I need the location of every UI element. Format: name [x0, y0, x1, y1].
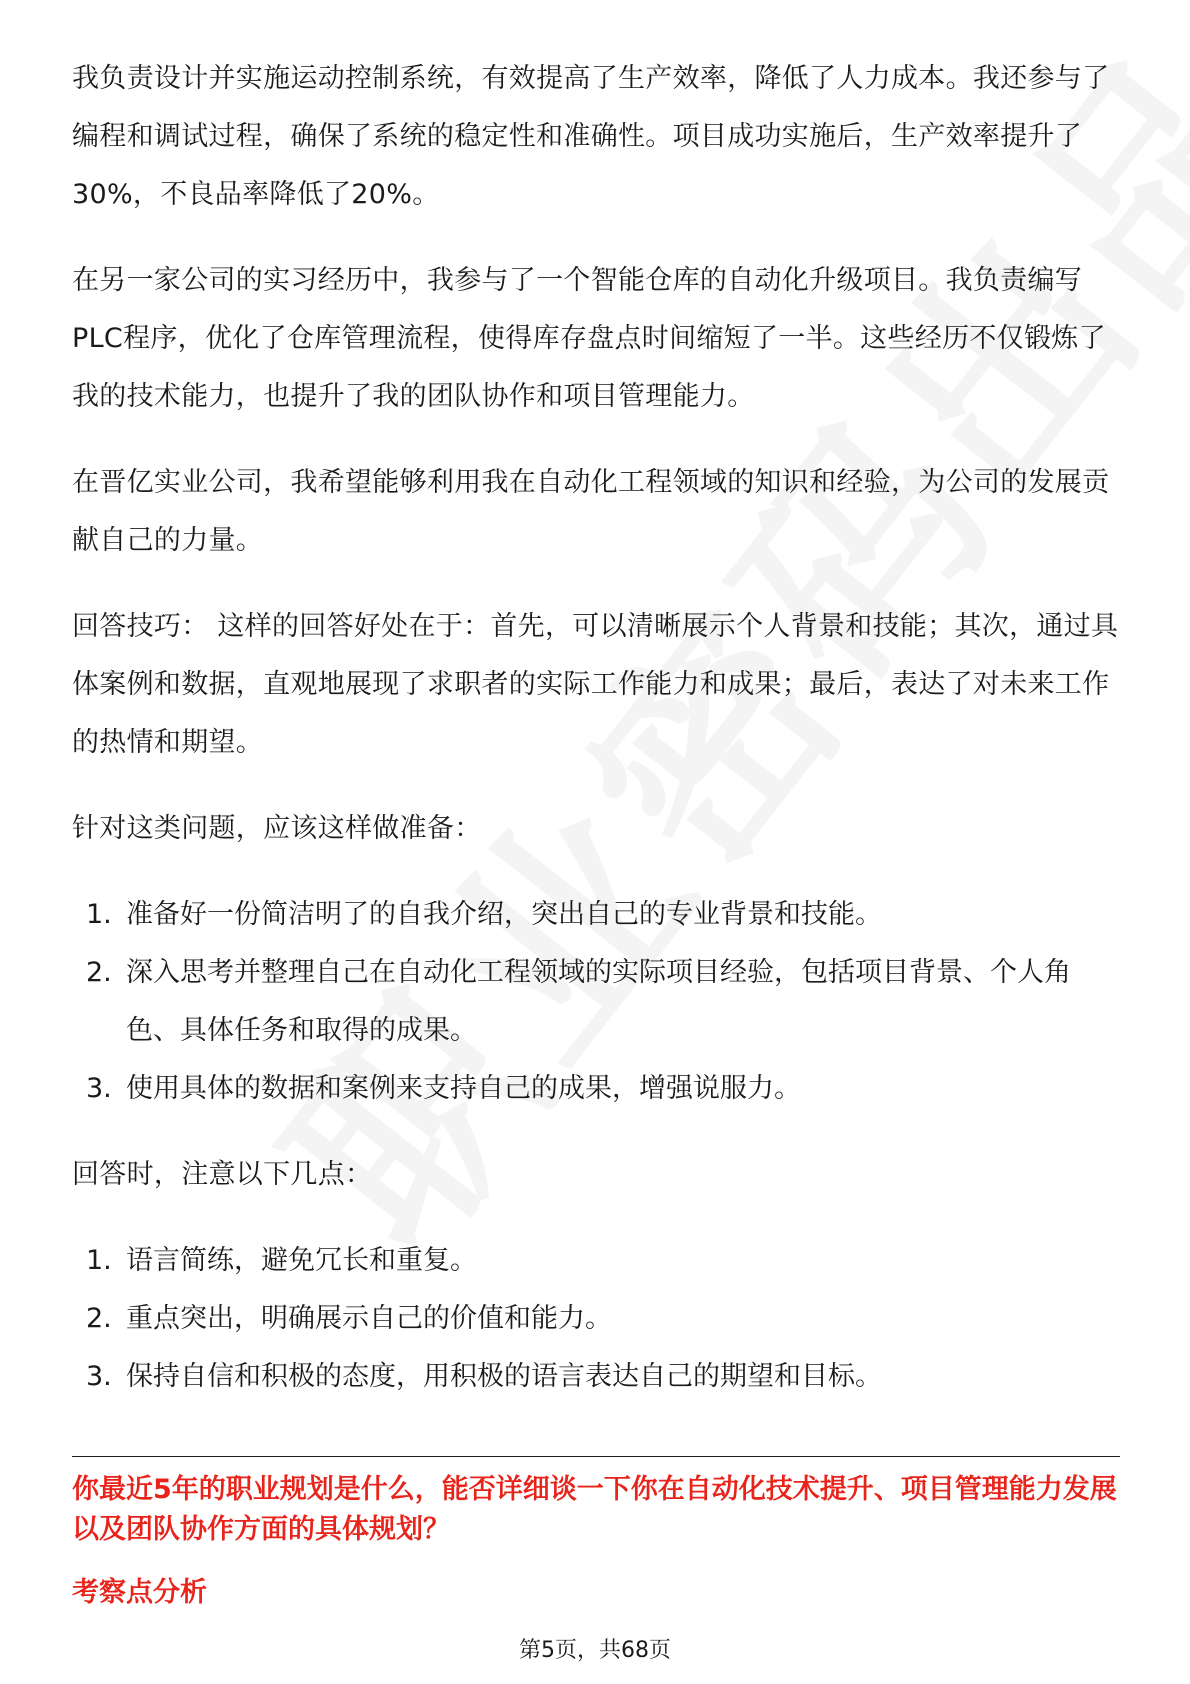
paragraph-internship: 在另一家公司的实习经历中，我参与了一个智能仓库的自动化升级项目。我负责编写PLC程序，优化了仓库管理流程，使得库存盘点时间缩短了一半。这些经历不仅锻炼了我的技术能力，也提升了我的团队协作和项目管理能力。 [72, 265, 1106, 412]
list-item-text: 语言简练，避免冗长和重复。 [126, 1245, 477, 1276]
list-number: 1. [86, 899, 112, 930]
list-item-text: 深入思考并整理自己在自动化工程领域的实际项目经验，包括项目背景、个人角色、具体任务和取得的成果。 [126, 957, 1071, 1046]
list-item-text: 重点突出，明确展示自己的价值和能力。 [126, 1303, 612, 1334]
prep-list [72, 886, 1120, 1118]
list-number: 2. [86, 957, 112, 988]
paragraph-company-goal: 在晋亿实业公司，我希望能够利用我在自动化工程领域的知识和经验，为公司的发展贡献自己的力量。 [72, 467, 1110, 556]
page-number-footer: 第5页，共68页 [519, 1638, 671, 1663]
paragraph-answer-tips: 回答技巧： 这样的回答好处在于：首先，可以清晰展示个人背景和技能；其次，通过具体案例和数据，直观地展现了求职者的实际工作能力和成果；最后，表达了对未来工作的热情和期望。 [72, 611, 1119, 758]
paragraph-prep-intro: 针对这类问题，应该这样做准备： [72, 813, 482, 844]
list-item [72, 1290, 1120, 1348]
page-content [72, 50, 1120, 1434]
list-item [72, 944, 1120, 1060]
list-item [72, 886, 1120, 944]
tips-list [72, 1232, 1120, 1406]
list-number: 3. [86, 1073, 112, 1104]
list-item-text: 保持自信和积极的态度，用积极的语言表达自己的期望和目标。 [126, 1361, 882, 1392]
next-question-heading: 你最近5年的职业规划是什么，能否详细谈一下你在自动化技术提升、项目管理能力发展以及团队协作方面的具体规划？ [72, 1474, 1117, 1545]
list-item [72, 1232, 1120, 1290]
list-number: 2. [86, 1303, 112, 1334]
list-item-text: 使用具体的数据和案例来支持自己的成果，增强说服力。 [126, 1073, 801, 1104]
list-item [72, 1060, 1120, 1118]
paragraph-project-experience: 我负责设计并实施运动控制系统，有效提高了生产效率，降低了人力成本。我还参与了编程和调试过程，确保了系统的稳定性和准确性。项目成功实施后，生产效率提升了30%，不良品率降低了20%。 [72, 63, 1110, 210]
section-divider [72, 1456, 1120, 1457]
list-item-text: 准备好一份简洁明了的自我介绍，突出自己的专业背景和技能。 [126, 899, 882, 930]
paragraph-tips-intro: 回答时，注意以下几点： [72, 1159, 373, 1190]
list-number: 3. [86, 1361, 112, 1392]
list-item [72, 1348, 1120, 1406]
analysis-heading: 考察点分析 [72, 1577, 207, 1608]
list-number: 1. [86, 1245, 112, 1276]
